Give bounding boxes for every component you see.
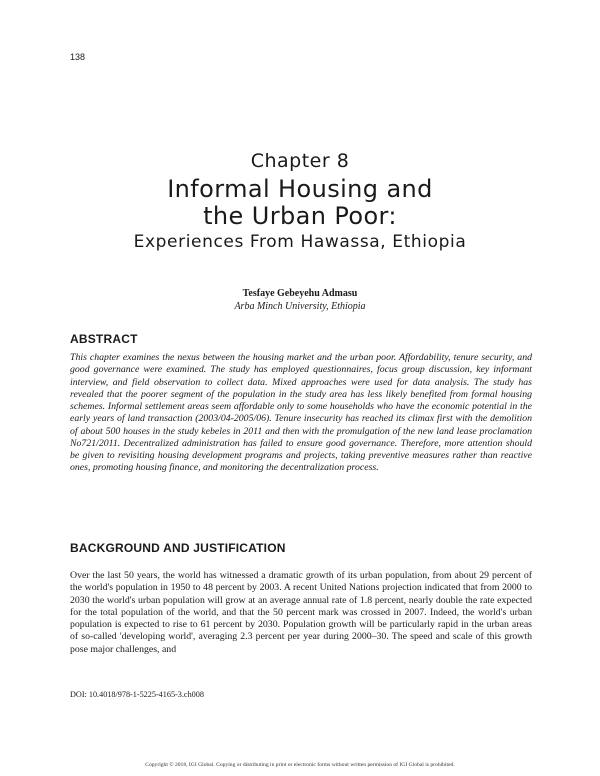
background-heading: BACKGROUND AND JUSTIFICATION: [70, 541, 286, 555]
background-text: Over the last 50 years, the world has witnessed a dramatic growth of its urban population, from about 29 percent of the world's population in 1950 to 48 percent by 2003. A recent United Nations projection indicated that from 2000 to 2030 the world's urban population will grow at an average annual rate of 1.8 percent, nearly double the rate expected for the total population of the world, and that the 50 percent mark was crossed in 2007. Indeed, the world's urban population is expected to rise to 61 percent by 2030. Population growth will be particularly rapid in the urban areas of so-called 'developing world', averaging 2.3 percent per year during 2000–30. The speed and scale of this growth pose major challenges, and: [70, 570, 532, 655]
doi-line: DOI: 10.4018/978-1-5225-4165-3.ch008: [70, 690, 204, 699]
author-block: [150, 287, 450, 313]
abstract-heading: ABSTRACT: [70, 332, 138, 346]
page-number: 138: [70, 52, 86, 62]
copyright-notice: Copyright © 2018, IGI Global. Copying or distributing in print or electronic forms without written permission of IGI Global is prohibited.: [145, 762, 455, 768]
author-affiliation: Arba Minch University, Ethiopia: [234, 301, 366, 312]
abstract-text: This chapter examines the nexus between the housing market and the urban poor. Affordability, tenure security, and good governance were examined. The study has employed questionnaires, focus group discussion, key informant interview, and field observation to collect data. Mixed approaches were used for data analysis. The study has revealed that the poorer segment of the population in the study area has less likely benefited from formal housing schemes. Informal settlement areas seem affordable only to some households who have the economic potential in the early years of land transaction (2003/04-2005/06). Tenure insecurity has reached its climax first with the demolition of about 500 houses in the study kebeles in 2011 and then with the promulgation of the new land lease proclamation No721/2011. Decentralized administration has failed to ensure good governance. Therefore, more attention should be given to revisiting housing development programs and projects, taking preventive measures rather than reactive ones, promoting housing finance, and monitoring the decentralization process.: [70, 352, 532, 474]
chapter-title-line-2: the Urban Poor:: [203, 202, 397, 230]
chapter-label: Chapter 8: [250, 150, 350, 172]
author-name: Tesfaye Gebeyehu Admasu: [242, 288, 358, 299]
chapter-subtitle: Experiences From Hawassa, Ethiopia: [133, 232, 467, 252]
chapter-title-line-1: Informal Housing and: [167, 175, 433, 203]
chapter-heading: [60, 150, 540, 252]
